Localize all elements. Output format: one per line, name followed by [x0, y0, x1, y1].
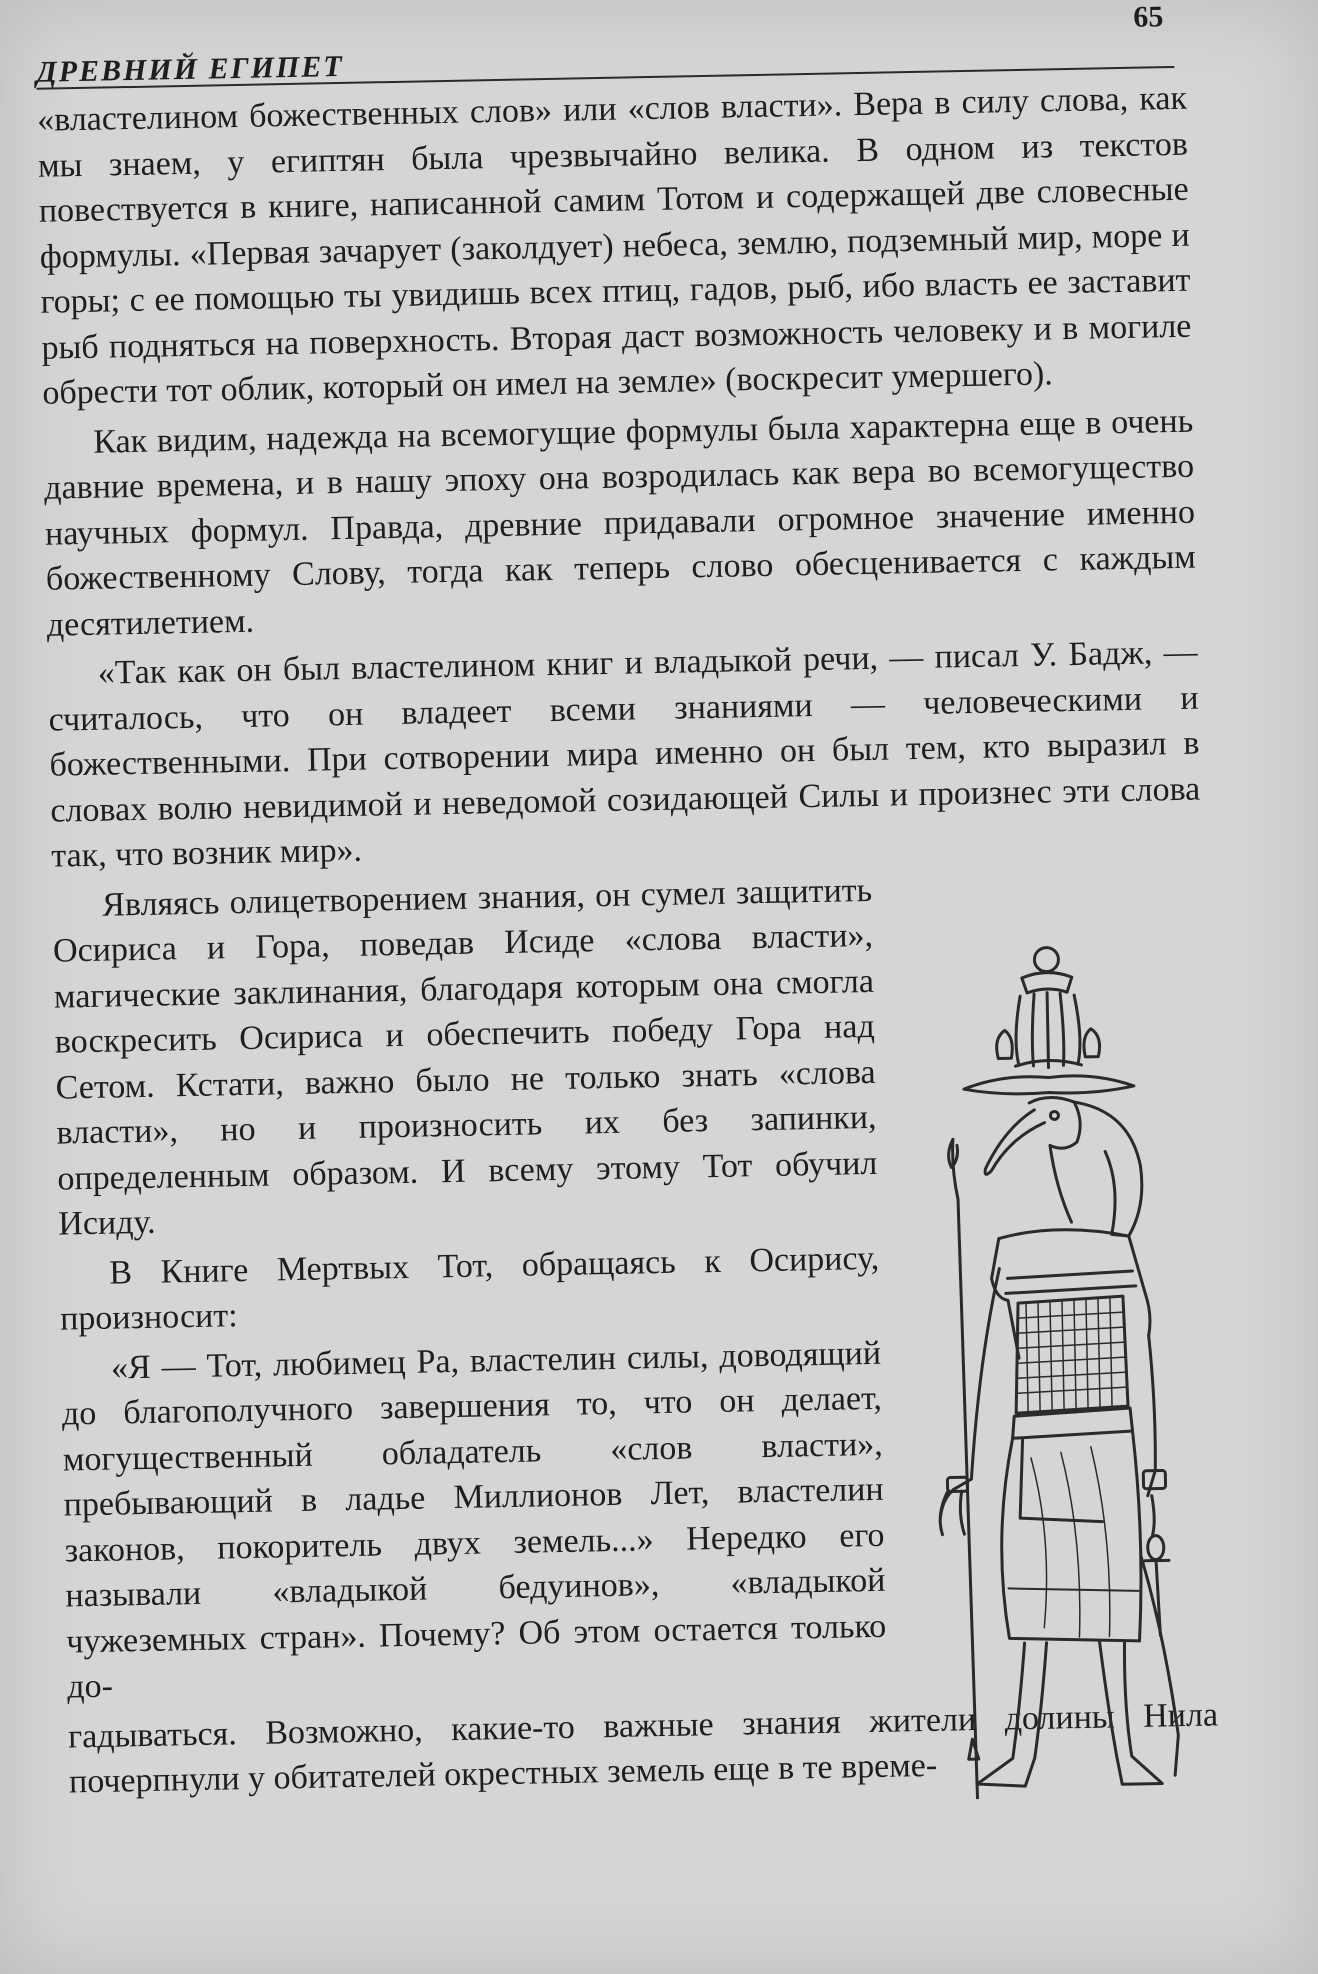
running-head-title: ДРЕВНИЙ ЕГИПЕТ — [35, 49, 344, 89]
paragraph-7: гадываться. Возможно, какие-то важные знания жители долины Нила почерпнули у обитателей окрестных земель еще в те време- — [67, 1695, 1219, 1801]
paragraph-2: Как видим, надежда на всемогущие формулы была характерна еще в очень давние времена, и в нашу эпоху она возродилась как вера во всемогущество научных формул. Правда, древние придавали огромное значение именно божественному Слову, тогда как теперь слово обесценивается с каждым десятилетием. — [43, 402, 1197, 644]
paragraph-1: «властелином божественных слов» или «слов власти». Вера в силу слова, как мы знаем, у египтян была чрезвычайно велика. В одном из текстов повествуется в книге, написанной самим Тотом и содержащей две словесные формулы. «Первая зачарует (заколдует) небеса, землю, подземный мир, море и горы; с ее помощью ты увидишь всех птиц, гадов, рыб, ибо власть ее заставит рыб подняться на поверхность. Вторая даст возможность человеку и в могиле обрести тот облик, который он имел на земле» (воскресит умершего). — [36, 79, 1192, 412]
paragraph-5: В Книге Мертвых Тот, обращаясь к Осирису, произносит: — [59, 1239, 880, 1338]
paragraph-4: Являясь олицетворением знания, он сумел защитить Осириса и Гора, поведав Исиде «слова власти», магические заклинания, благодаря которым она смогла воскресить Осириса и обеспечить победу Гора над Сетом. Кстати, важно было не только знать «слова власти», но и произносить их без запинки, определенным образом. И всему этому Тот обучил Исиду. — [52, 871, 878, 1243]
thoth-illustration — [901, 933, 1277, 1800]
garment-pattern-icon — [1014, 1296, 1128, 1413]
page-number: 65 — [1133, 0, 1164, 34]
paragraph-6: «Я — Тот, любимец Ра, властелин силы, доводящий до благополучного завершения то, что он делает, могущественный обладатель «слов власти», пребывающий в ладье Миллионов Лет, властелин законов, покоритель двух земель...» Нередко его называли «владыкой бедуинов», «владыкой чужеземных стран». Почему? Об этом остается только до- — [61, 1334, 887, 1706]
paragraph-3: «Так как он был властелином книг и владыкой речи, — писал У. Бадж, — считалось, что он владеет всеми знаниями — человеческими и божественными. При сотворении мира именно он был тем, кто выразил в словах волю невидимой и неведомой созидающей Силы и произнес эти слова так, что возник мир». — [48, 633, 1201, 875]
